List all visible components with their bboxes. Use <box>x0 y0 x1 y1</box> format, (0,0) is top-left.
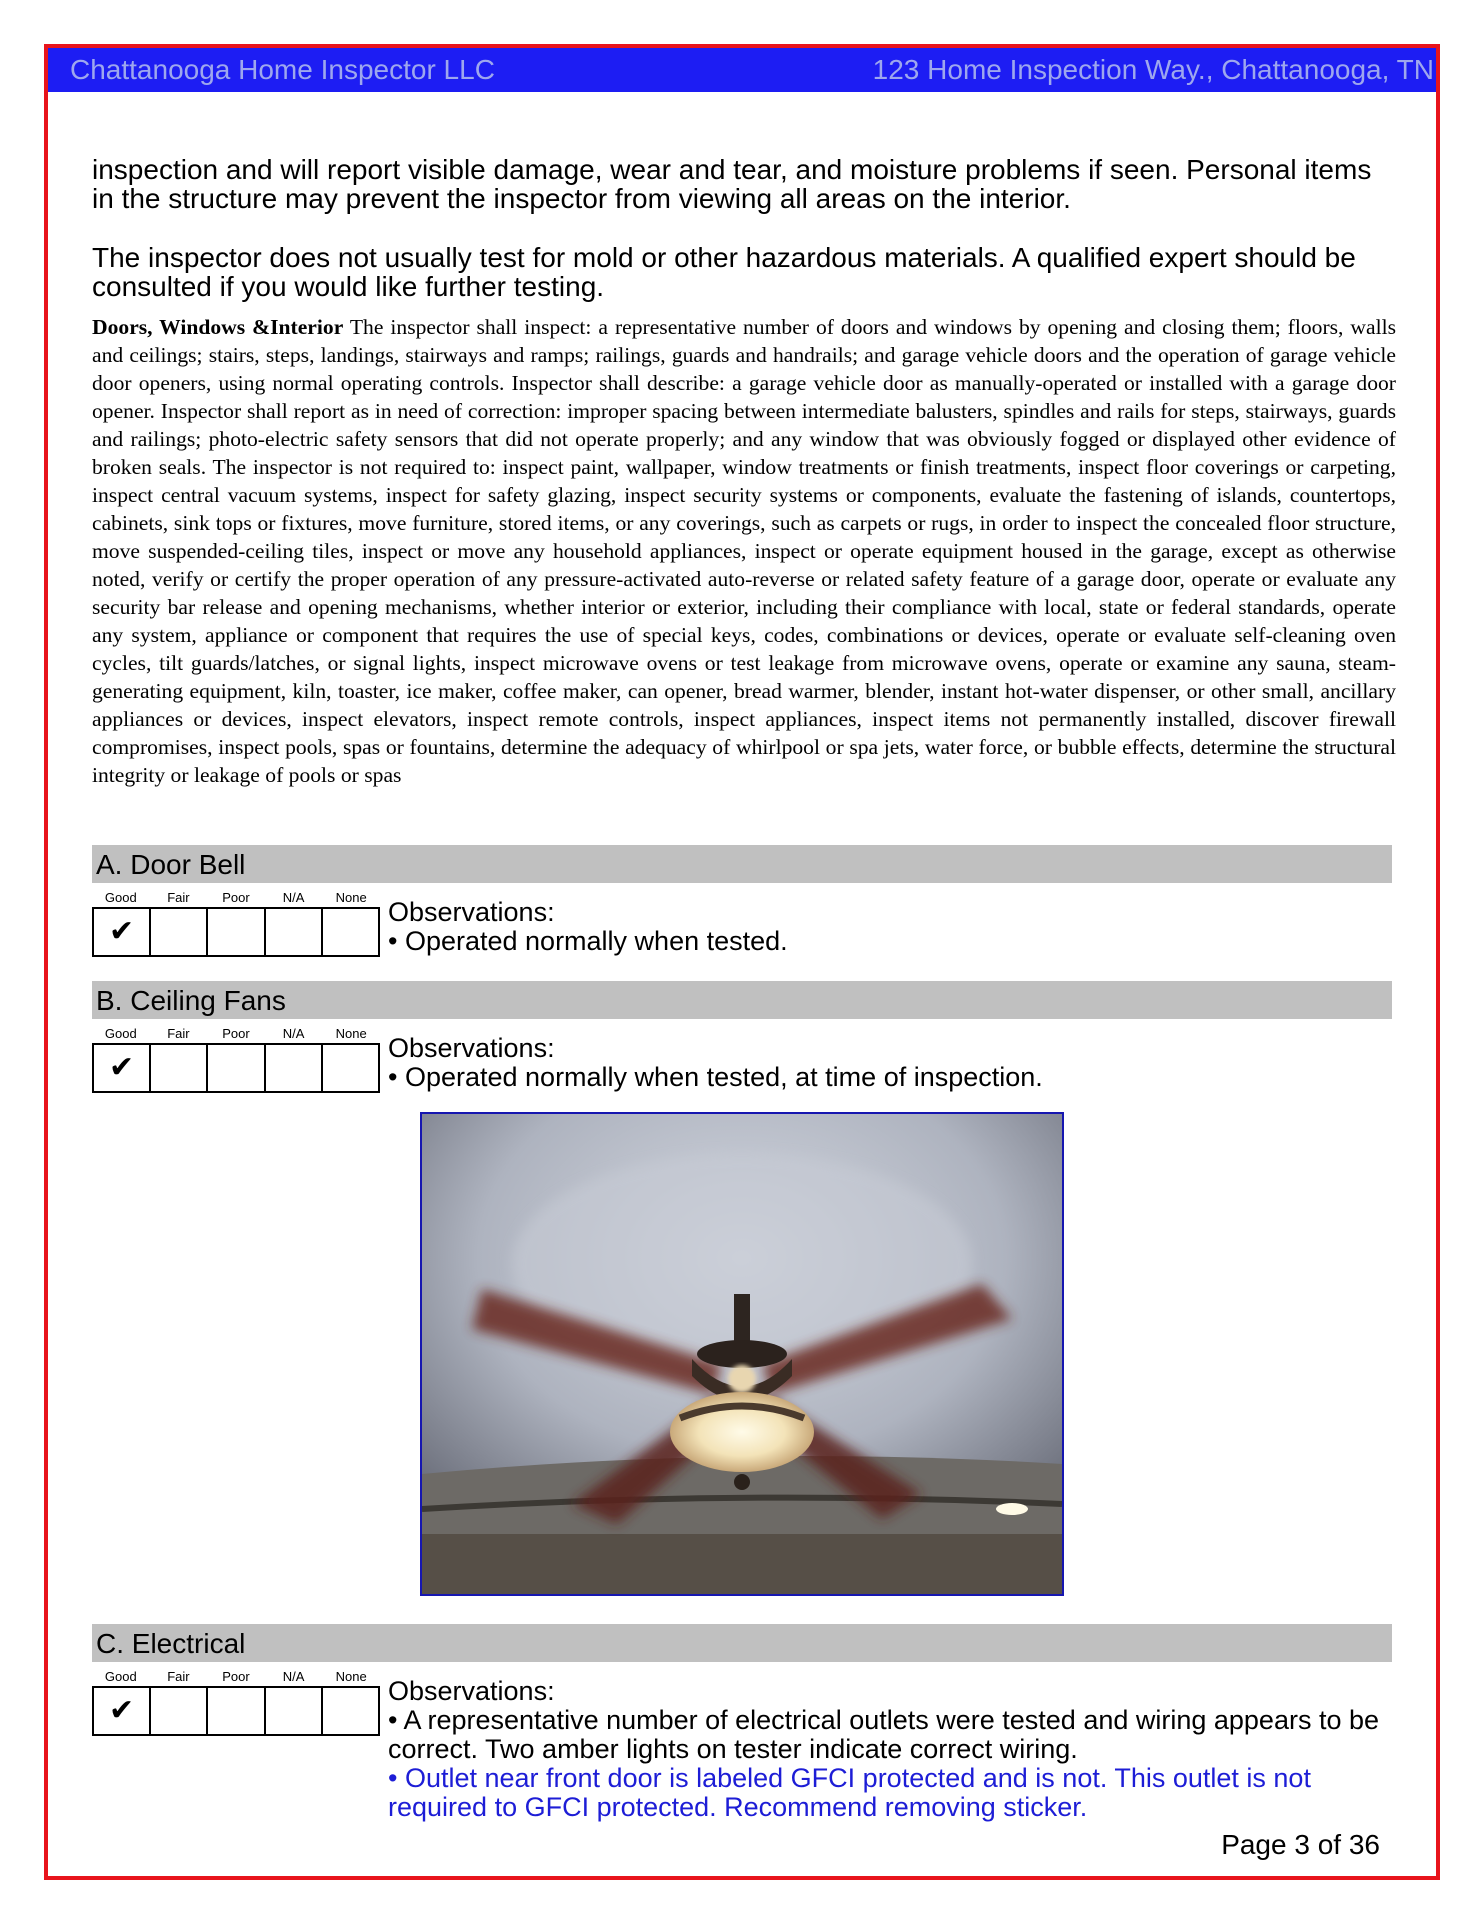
rating-label-none: None <box>335 890 367 905</box>
rating-label-good: Good <box>104 890 137 905</box>
rating-box-poor <box>208 1688 265 1734</box>
ceiling-fan-photo <box>420 1112 1064 1596</box>
intro-paragraph-2: The inspector does not usually test for mold or other hazardous materials. A qualified expert should be consulted if you would like further testing. <box>92 242 1356 302</box>
observation-item-highlight: • Outlet near front door is labeled GFCI protected and is not. This outlet is not required to GFCI protected. Recommend removing sticker. <box>388 1763 1311 1822</box>
rating-label-na: N/A <box>282 1026 305 1041</box>
rating-box-none <box>323 909 378 955</box>
rating-box-fair <box>151 1045 208 1091</box>
rating-label-none: None <box>335 1026 367 1041</box>
rating-box-fair <box>151 1688 208 1734</box>
section-title-electrical: C. Electrical <box>92 1624 1392 1662</box>
observations-label: Observations: <box>388 1033 555 1063</box>
rating-label-poor: Poor <box>222 1026 250 1041</box>
observations-ceiling-fans <box>388 1034 1398 1092</box>
section-title-ceiling-fans: B. Ceiling Fans <box>92 981 1392 1019</box>
rating-box-na <box>266 1045 323 1091</box>
standards-of-practice <box>92 313 1396 789</box>
ceiling-fan-icon <box>422 1114 1062 1594</box>
rating-box-na <box>266 909 323 955</box>
company-address: 123 Home Inspection Way., Chattanooga, TN <box>872 54 1434 85</box>
company-name: Chattanooga Home Inspector LLC <box>70 54 495 85</box>
section-title-door-bell: A. Door Bell <box>92 845 1392 883</box>
rating-label-fair: Fair <box>167 1026 190 1041</box>
rating-label-poor: Poor <box>222 1669 250 1684</box>
observation-item: • Operated normally when tested, at time of inspection. <box>388 1062 1043 1092</box>
rating-label-none: None <box>335 1669 367 1684</box>
rating-box-good <box>94 909 151 955</box>
rating-grid-ceiling-fans <box>92 1025 380 1093</box>
rating-label-fair: Fair <box>167 1669 190 1684</box>
rating-box-na <box>266 1688 323 1734</box>
rating-label-poor: Poor <box>222 890 250 905</box>
rating-box-none <box>323 1045 378 1091</box>
observations-door-bell <box>388 898 1398 956</box>
check-mark-icon: ✔ <box>109 1051 135 1084</box>
rating-box-poor <box>208 909 265 955</box>
rating-label-na: N/A <box>282 1669 305 1684</box>
standards-heading: Doors, Windows &Interior <box>92 315 344 339</box>
page-number: Page 3 of 36 <box>1221 1829 1380 1860</box>
observations-label: Observations: <box>388 1676 555 1706</box>
intro-paragraph-1: inspection and will report visible damage, wear and tear, and moisture problems if seen. Personal items in the structure may prevent the inspector from viewing all areas on the interior. <box>92 154 1372 214</box>
rating-box-good <box>94 1045 151 1091</box>
observation-item: • A representative number of electrical outlets were tested and wiring appears to be correct. Two amber lights on tester indicate correct wiring. <box>388 1705 1380 1764</box>
rating-label-na: N/A <box>282 890 305 905</box>
rating-grid-door-bell <box>92 889 380 957</box>
rating-label-fair: Fair <box>167 890 190 905</box>
rating-label-good: Good <box>104 1026 137 1041</box>
report-header <box>48 48 1436 92</box>
observations-label: Observations: <box>388 897 555 927</box>
rating-label-good: Good <box>104 1669 137 1684</box>
check-mark-icon: ✔ <box>109 1694 135 1727</box>
check-mark-icon: ✔ <box>109 915 135 948</box>
rating-box-good <box>94 1688 151 1734</box>
observations-electrical <box>388 1677 1398 1822</box>
rating-box-none <box>323 1688 378 1734</box>
rating-box-fair <box>151 909 208 955</box>
rating-box-poor <box>208 1045 265 1091</box>
observation-item: • Operated normally when tested. <box>388 926 788 956</box>
standards-text: The inspector shall inspect: a representative number of doors and windows by opening and closing them; floors, walls and ceilings; stairs, steps, landings, stairways and ramps; railings, guards and handrails; and garage vehicle doors and the operation of garage vehicle door openers, using normal operating controls. Inspector shall describe: a garage vehicle door as manually-operated or installed with a garage door opener. Inspector shall report as in need of correction: improper spacing between intermediate balusters, spindles and rails for steps, stairways, guards and railings; photo-electric safety sensors that did not operate properly; and any window that was obviously fogged or displayed other evidence of broken seals. The inspector is not required to: inspect paint, wallpaper, window treatments or finish treatments, inspect floor coverings or carpeting, inspect central vacuum systems, inspect for safety glazing, inspect security systems or components, evaluate the fastening of islands, countertops, cabinets, sink tops or fixtures, move furniture, stored items, or any coverings, such as carpets or rugs, in order to inspect the concealed floor structure, move suspended-ceiling tiles, inspect or move any household appliances, inspect or operate equipment housed in the garage, except as otherwise noted, verify or certify the proper operation of any pressure-activated auto-reverse or related safety feature of a garage door, operate or evaluate any security bar release and opening mechanisms, whether interior or exterior, including their compliance with local, state or federal standards, operate any system, appliance or component that requires the use of special keys, codes, combinations or devices, operate or evaluate self-cleaning oven cycles, tilt guards/latches, or signal lights, inspect microwave ovens or test leakage from microwave ovens, operate or examine any sauna, steam-generating equipment, kiln, toaster, ice maker, coffee maker, can opener, bread warmer, blender, instant hot-water dispenser, or other small, ancillary appliances or devices, inspect elevators, inspect remote controls, inspect appliances, inspect items not permanently installed, discover firewall compromises, inspect pools, spas or fountains, determine the adequacy of whirlpool or spa jets, water force, or bubble effects, determine the structural integrity or leakage of pools or spas <box>92 315 1396 787</box>
rating-grid-electrical <box>92 1668 380 1736</box>
